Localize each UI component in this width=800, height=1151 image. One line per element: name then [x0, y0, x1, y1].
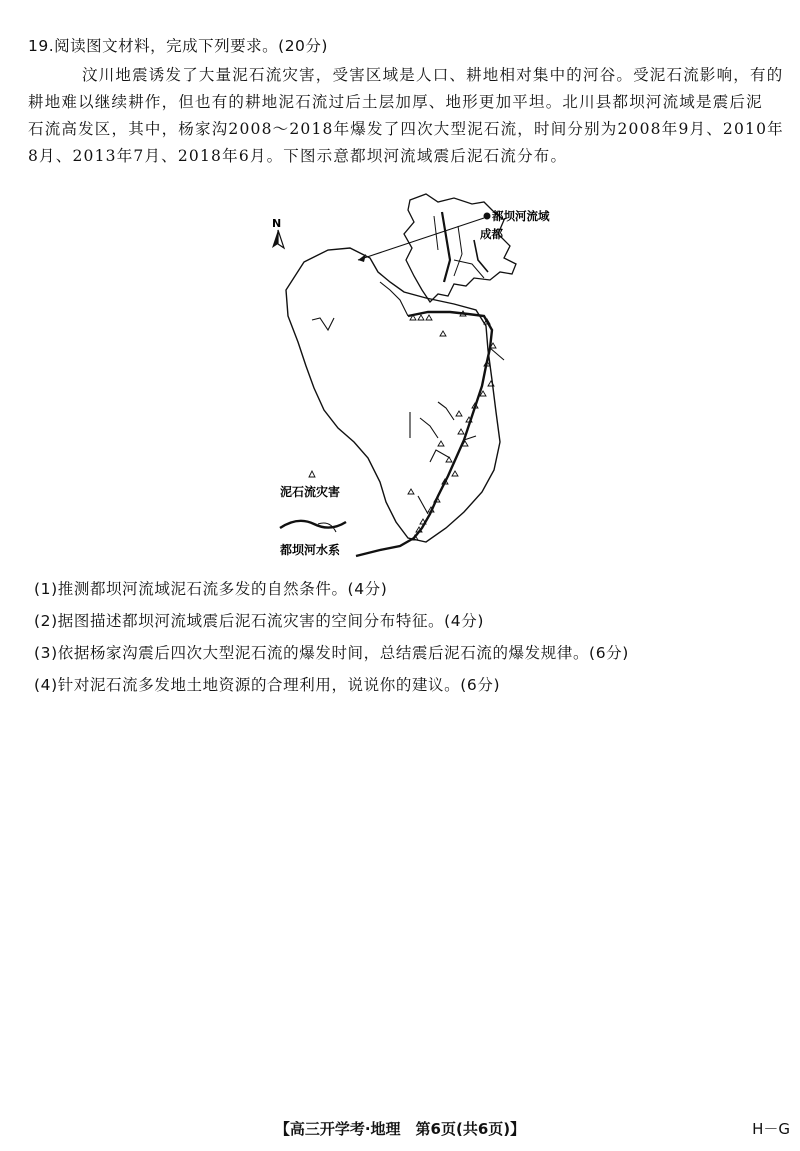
subquestion-4: (4)针对泥石流多发地土地资源的合理利用，说说你的建议。(6分)	[34, 676, 501, 694]
dubahe-basin-map	[258, 190, 558, 570]
subquestion-1: (1)推测都坝河流域泥石流多发的自然条件。(4分)	[34, 580, 388, 598]
inset-label-chengdu: 成都	[480, 227, 503, 241]
pointer-line	[358, 218, 484, 260]
north-arrow-icon	[272, 230, 284, 248]
subquestion-2: (2)据图描述都坝河流域震后泥石流灾害的空间分布特征。(4分)	[34, 612, 485, 630]
legend-debris-label: 泥石流灾害	[280, 485, 341, 499]
page-footer: 【高三开学考·地理 第6页(共6页)】	[274, 1120, 526, 1138]
debris-flow-markers	[408, 311, 496, 540]
map-svg	[258, 190, 558, 570]
paragraph-line-3: 石流高发区，其中，杨家沟2008～2018年爆发了四次大型泥石流，时间分别为2008年9月、2010年	[28, 120, 784, 138]
dubahe-location-dot	[484, 213, 491, 220]
paragraph-line-1: 汶川地震诱发了大量泥石流灾害，受害区域是人口、耕地相对集中的河谷。受泥石流影响，有的	[82, 66, 784, 84]
paragraph-line-4: 8月、2013年7月、2018年6月。下图示意都坝河流域震后泥石流分布。	[28, 147, 568, 165]
question-title: 19.阅读图文材料，完成下列要求。(20分)	[28, 37, 328, 55]
legend-river-label: 都坝河水系	[280, 543, 341, 557]
main-river	[356, 312, 492, 556]
subquestion-3: (3)依据杨家沟震后四次大型泥石流的爆发时间，总结震后泥石流的爆发规律。(6分)	[34, 644, 629, 662]
paper-code: H－G	[752, 1120, 790, 1138]
tributaries	[312, 282, 504, 514]
north-label: N	[272, 217, 282, 230]
paragraph-line-2: 耕地难以继续耕作，但也有的耕地泥石流过后土层加厚、地形更加平坦。北川县都坝河流域是震后泥	[28, 93, 763, 111]
legend-debris-symbol	[309, 471, 315, 477]
legend-river-symbol	[280, 521, 346, 528]
inset-label-basin: 都坝河流域	[492, 209, 550, 223]
